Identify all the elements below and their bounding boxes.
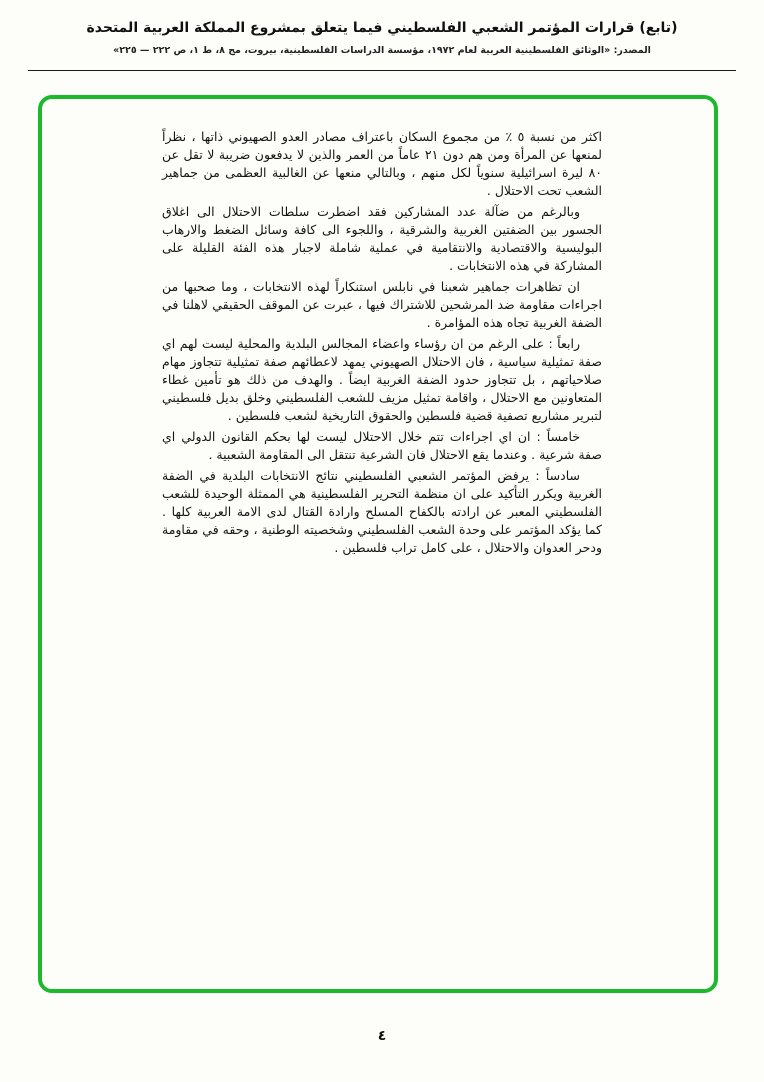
paragraph: خامساً : ان اي اجراءات تتم خلال الاحتلال ليست لها بحكم القانون الدولي اي صفة شرعية . وعندما يقع الاحتلال فان الشرعية تنتقل الى المقاومة الشعبية .: [162, 429, 602, 462]
paragraph: وبالرغم من ضآلة عدد المشاركين فقد اضطرت سلطات الاحتلال الى اغلاق الجسور بين الضفتين الغربية والشرقية ، واللجوء الى كافة وسائل الضغط والارهاب البوليسية والاقتصادية والانتقامية في عملية شاملة لاجبار هذه الفئة القليلة على المشاركة في هذه الانتخابات .: [162, 204, 602, 273]
page-header: [0, 20, 764, 56]
source-citation: المصدر: «الوثائق الفلسطينية العربية لعام ١٩٧٢، مؤسسة الدراسات الفلسطينية، بيروت، مج ٨، ط ١، ص ٢٢٢ — ٢٢٥»: [113, 45, 651, 56]
document-title: (تابع) قرارات المؤتمر الشعبي الفلسطيني فيما يتعلق بمشروع المملكة العربية المتحدة: [86, 20, 678, 36]
page-number: ٤: [377, 1028, 387, 1044]
paragraph: رابعاً : على الرغم من ان رؤساء واعضاء المجالس البلدية والمحلية ليست لهم اي صفة تمثيلية سياسية ، فان الاحتلال الصهيوني يمهد لاعطائهم صفة تمثيلية تتجاوز مهام صلاحياتهم ، بل تتجاوز حدود الضفة الغربية ايضاً . والهدف من ذلك هو تأمين غطاء المتعاونين مع الاحتلال ، واقامة تمثيل مزيف للشعب الفلسطيني وخلق بديل فلسطيني لتبرير مشاريع تصفية قضية فلسطين والحقوق التاريخية لشعب فلسطين .: [162, 336, 602, 423]
paragraph: سادساً : يرفض المؤتمر الشعبي الفلسطيني نتائج الانتخابات البلدية في الضفة الغربية ويكرر التأكيد على ان منظمة التحرير الفلسطينية هي الممثلة الوحيدة للشعب الفلسطيني المعبر عن ارادته بالكفاح المسلح وارادة القتال لدى الامة العربية كلها . كما يؤكد المؤتمر على وحدة الشعب الفلسطيني وشخصيته الوطنية ، وحقه في مقاومة ودحر العدوان والاحتلال ، على كامل تراب فلسطين .: [162, 468, 602, 555]
header-divider: [28, 70, 736, 71]
paragraph: اكثر من نسبة ٥ ٪ من مجموع السكان باعتراف مصادر العدو الصهيوني ذاتها ، نظراً لمنعها عن المرأة ومن هم دون ٢١ عاماً من العمر والذين لا يدفعون ضريبة لا تقل عن ٨٠ ليرة اسرائيلية سنوياً لكل منهم ، وبالتالي منعها عن الغالبية العظمى من جماهير الشعب تحت الاحتلال .: [162, 129, 603, 198]
paragraph: ان تظاهرات جماهير شعبنا في نابلس استنكاراً لهذه الانتخابات ، وما صحبها من اجراءات مقاومة ضد المرشحين للاشتراك فيها ، عبرت عن الموقف الحقيقي لاهلنا في الضفة الغربية تجاه هذه المؤامرة .: [162, 279, 602, 330]
document-body: [162, 128, 602, 560]
